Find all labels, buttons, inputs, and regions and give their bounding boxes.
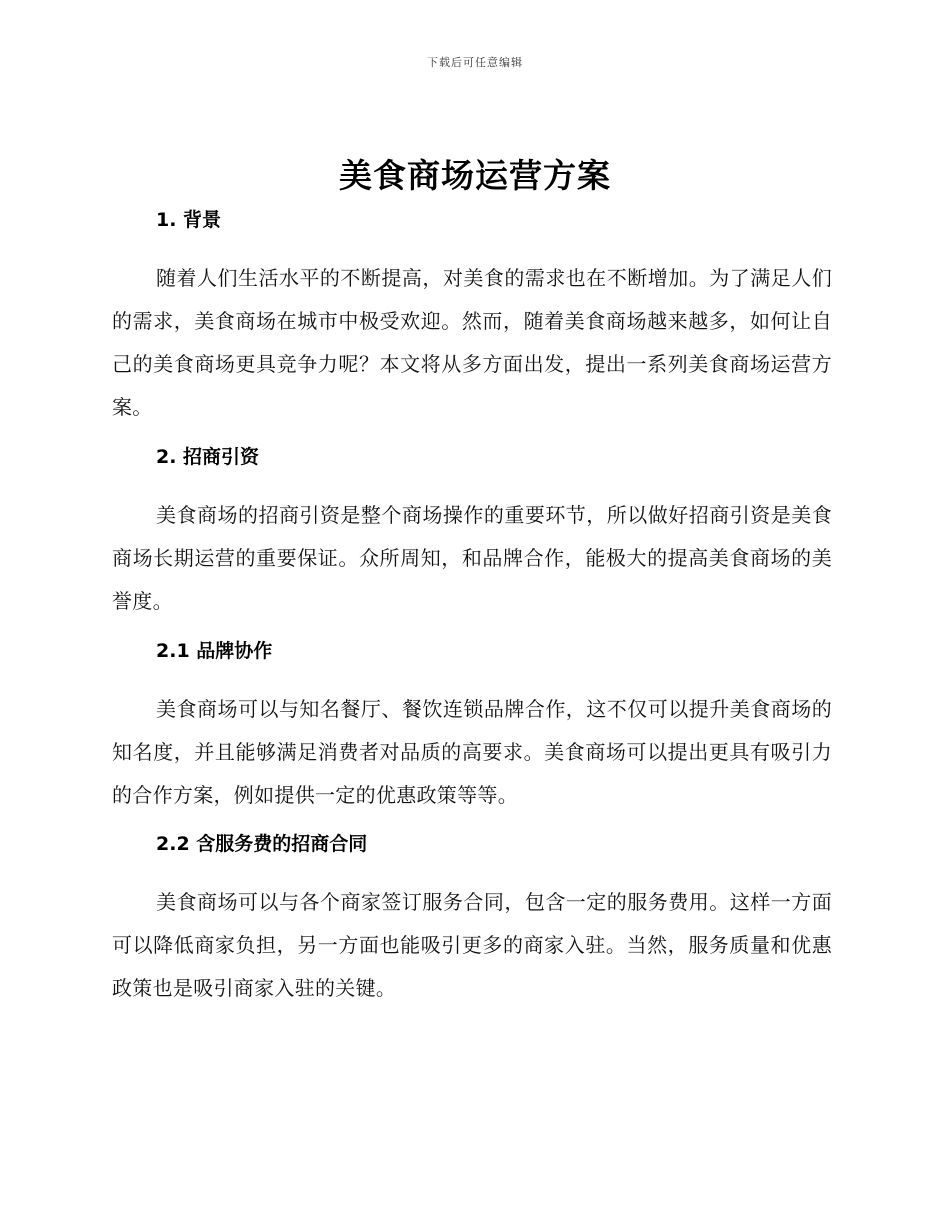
- section-heading: 2. 招商引资: [156, 446, 260, 468]
- section-heading: 1. 背景: [156, 209, 222, 231]
- section-background: [112, 205, 832, 429]
- section-brand-cooperation: [112, 636, 832, 817]
- section-paragraph: 美食商场可以与知名餐厅、餐饮连锁品牌合作，这不仅可以提升美食商场的知名度，并且能够满足消费者对品质的高要求。美食商场可以提出更具有吸引力的合作方案，例如提供一定的优惠政策等等。: [112, 697, 832, 807]
- section-investment: [112, 442, 832, 623]
- section-heading: 2.2 含服务费的招商合同: [156, 833, 368, 855]
- page-header-note: 下载后可任意编辑: [427, 56, 523, 69]
- section-paragraph: 美食商场的招商引资是整个商场操作的重要环节，所以做好招商引资是美食商场长期运营的重要保证。众所周知，和品牌合作，能极大的提高美食商场的美誉度。: [112, 503, 832, 613]
- document-title: 美食商场运营方案: [339, 156, 611, 195]
- section-service-contract: [112, 829, 832, 1010]
- section-heading: 2.1 品牌协作: [156, 640, 273, 662]
- section-paragraph: 美食商场可以与各个商家签订服务合同，包含一定的服务费用。这样一方面可以降低商家负担，另一方面也能吸引更多的商家入驻。当然，服务质量和优惠政策也是吸引商家入驻的关键。: [112, 890, 832, 1000]
- section-paragraph: 随着人们生活水平的不断提高，对美食的需求也在不断增加。为了满足人们的需求，美食商场在城市中极受欢迎。然而，随着美食商场越来越多，如何让自己的美食商场更具竞争力呢？本文将从多方面出发，提出一系列美食商场运营方案。: [112, 266, 832, 419]
